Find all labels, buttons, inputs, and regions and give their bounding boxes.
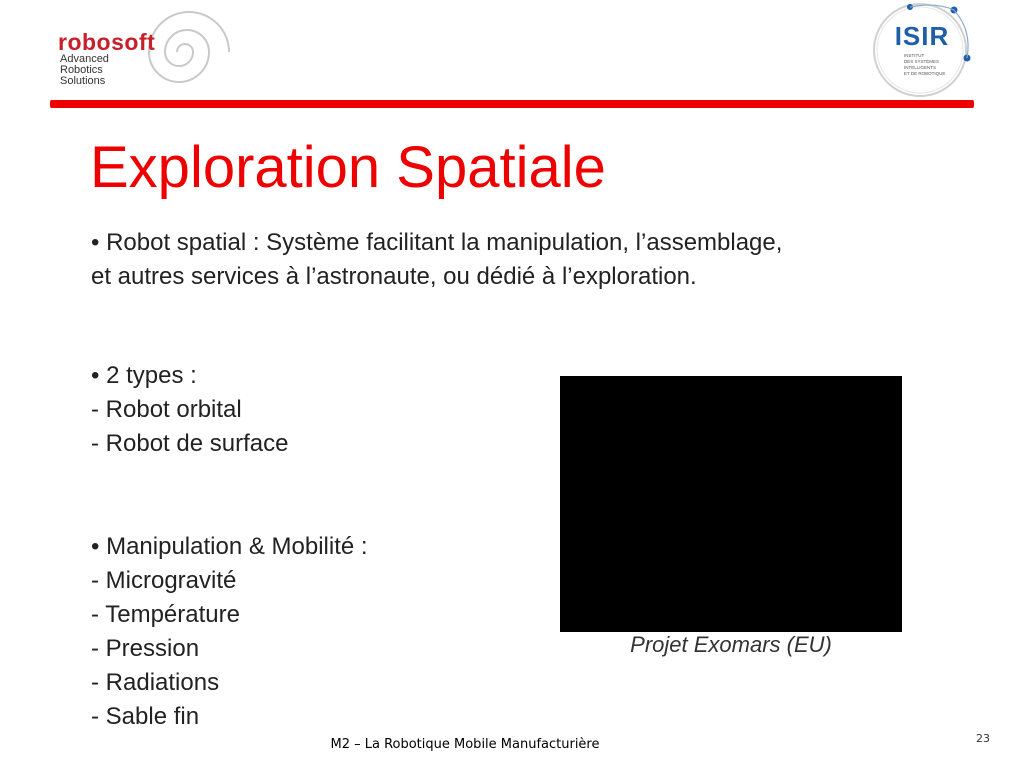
- manip-item: - Microgravité: [91, 567, 237, 594]
- slide-title: Exploration Spatiale: [90, 135, 606, 200]
- image-caption: Projet Exomars (EU): [630, 632, 832, 657]
- types-header: • 2 types :: [91, 362, 197, 389]
- isir-emblem-icon: [866, 0, 978, 102]
- intro-bullet: [91, 226, 782, 294]
- svg-text:INTELLIGENTS: INTELLIGENTS: [904, 65, 937, 70]
- footer: [0, 737, 970, 752]
- manip-item: - Sable fin: [91, 703, 200, 730]
- manip-item: - Température: [91, 601, 240, 628]
- header-divider: [50, 100, 974, 108]
- slide-number: 23: [976, 732, 990, 745]
- manip-item: - Pression: [91, 635, 200, 662]
- manip-item: - Radiations: [91, 669, 220, 696]
- svg-text:ISIR: ISIR: [894, 21, 950, 51]
- exomars-image: [560, 376, 902, 632]
- types-item: - Robot orbital: [91, 396, 242, 423]
- robosoft-logo: [50, 5, 200, 100]
- robosoft-tagline-3: Solutions: [60, 75, 106, 87]
- svg-text:ET DE ROBOTIQUE: ET DE ROBOTIQUE: [904, 71, 946, 76]
- svg-text:INSTITUT: INSTITUT: [904, 53, 925, 58]
- robosoft-brand: robosoft: [58, 29, 156, 55]
- isir-logo: [866, 0, 978, 102]
- svg-text:DES SYSTÈMES: DES SYSTÈMES: [904, 59, 940, 64]
- manip-header: • Manipulation & Mobilité :: [91, 533, 368, 560]
- robosoft-tagline-1: Advanced: [60, 53, 109, 65]
- intro-line-1: • Robot spatial : Système facilitant la manipulation, l’assemblage,: [91, 229, 783, 256]
- types-bullet: [91, 359, 288, 461]
- footer-text: M2 – La Robotique Mobile Manufacturière: [330, 737, 600, 752]
- manip-bullet: [91, 530, 368, 734]
- types-item: - Robot de surface: [91, 430, 289, 457]
- intro-line-2: et autres services à l’astronaute, ou dédié à l’exploration.: [91, 263, 697, 290]
- robosoft-tagline-2: Robotics: [60, 64, 103, 76]
